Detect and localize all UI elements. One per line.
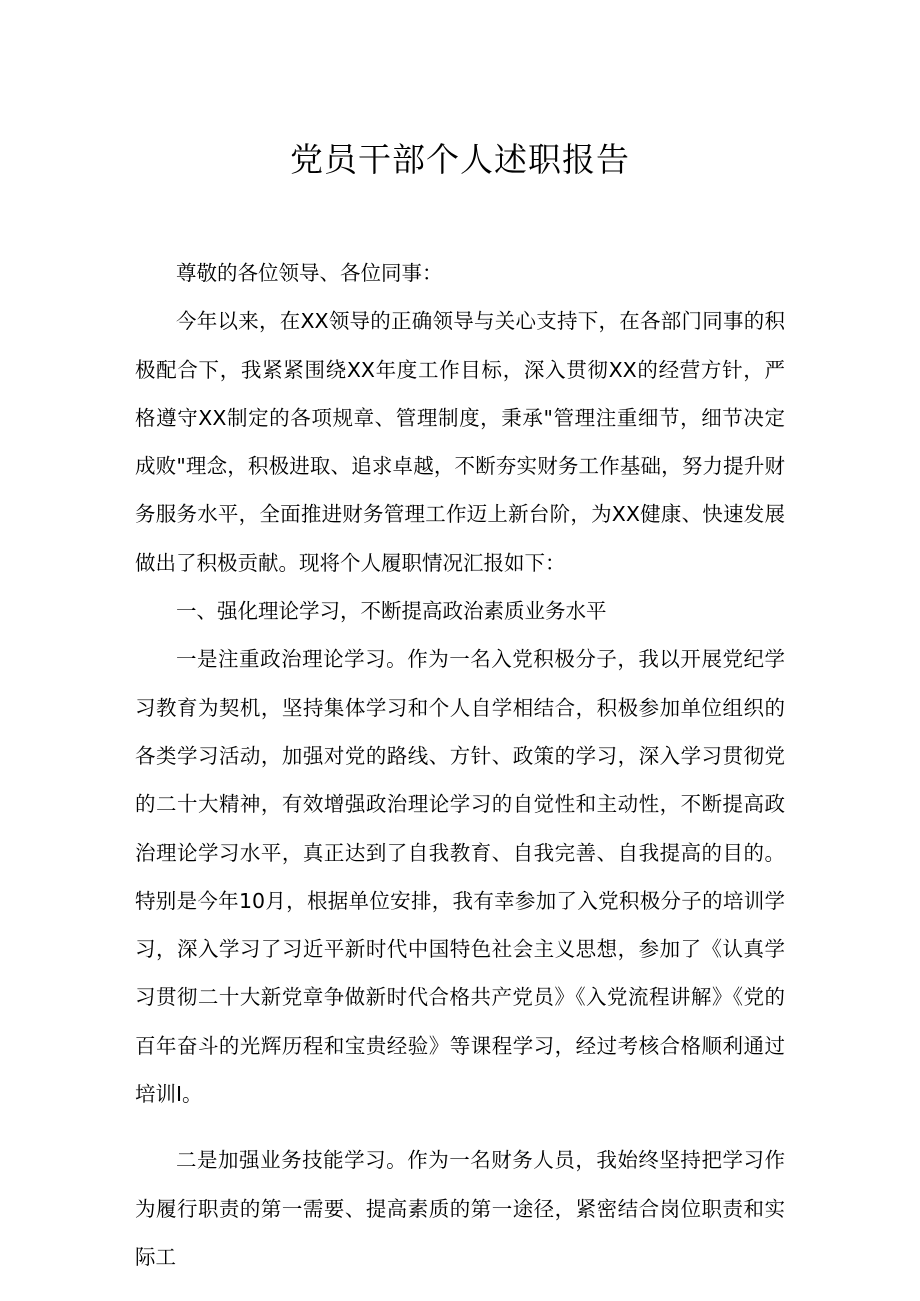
political-study-paragraph: 一是注重政治理论学习。作为一名入党积极分子，我以开展党纪学习教育为契机，坚持集体学习和个人自学相结合，积极参加单位组织的各类学习活动，加强对党的路线、方针、政策的学习，深入学习贯彻党的二十大精神，有效增强政治理论学习的自觉性和主动性，不断提高政治理论学习水平，真正达到了自我教育、自我完善、自我提高的目的。特别是今年10月，根据单位安排，我有幸参加了入党积极分子的培训学习，深入学习了习近平新时代中国特色社会主义思想，参加了《认真学习贯彻二十大新党章争做新时代合格共产党员》《入党流程讲解》《党的百年奋斗的光辉历程和宝贵经验》等课程学习，经过考核合格顺利通过培训I。 (135, 647, 785, 1107)
skill-study-paragraph: 二是加强业务技能学习。作为一名财务人员，我始终坚持把学习作为履行职责的第一需要、提高素质的第一途径，紧密结合岗位职责和实际工 (135, 1148, 785, 1269)
salutation-paragraph: 尊敬的各位领导、各位同事： (176, 261, 443, 285)
section-heading: 一、强化理论学习，不断提高政治素质业务水平 (176, 599, 607, 624)
document-title: 党员干部个人述职报告 (290, 140, 630, 179)
intro-paragraph: 今年以来，在XX领导的正确领导与关心支持下，在各部门同事的积极配合下，我紧紧围绕XX年度工作目标，深入贯彻XX的经营方针，严格遵守XX制定的各项规章、管理制度，秉承"管理注重细节，细节决定成败"理念，积极进取、追求卓越，不断夯实财务工作基础，努力提升财务服务水平，全面推进财务管理工作迈上新台阶，为XX健康、快速发展做出了积极贡献。现将个人履职情况汇报如下： (135, 309, 785, 575)
document-body (135, 249, 785, 1281)
